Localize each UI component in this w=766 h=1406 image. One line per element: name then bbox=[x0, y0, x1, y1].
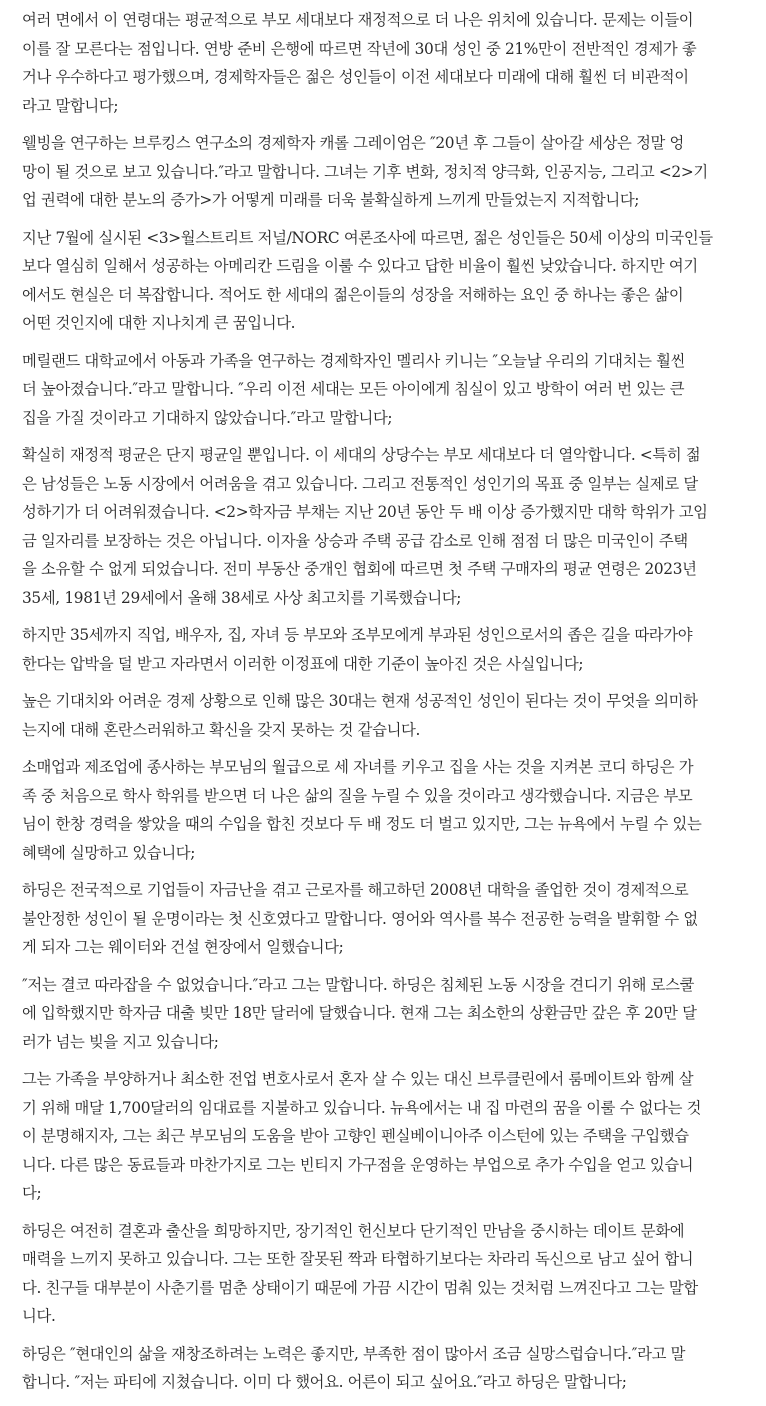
paragraph-line: 불안정한 성인이 될 운명이라는 첫 신호였다고 말합니다. 영어와 역사를 복수 전공한 능력을 발휘할 수 없 bbox=[22, 909, 698, 928]
paragraph-line: 하딩은 여전히 결혼과 출산을 희망하지만, 장기적인 헌신보다 단기적인 만남을 중시하는 데이트 문화에 bbox=[22, 1221, 685, 1240]
paragraph-line: 더 높아졌습니다.″라고 말합니다. ″우리 이전 세대는 모든 아이에게 침실이 있고 방학이 여러 번 있는 큰 bbox=[22, 380, 685, 398]
paragraph-line: 어떤 것인지에 대한 지나치게 큰 꿈입니다. bbox=[22, 314, 296, 332]
paragraph-line: 이를 잘 모른다는 점입니다. 연방 준비 은행에 따르면 작년에 30대 성인 중 21%만이 전반적인 경제가 좋 bbox=[22, 39, 697, 58]
paragraph-line: 매력을 느끼지 못하고 있습니다. 그는 또한 잘못된 짝과 타협하기보다는 차라리 독신으로 남고 싶어 합니 bbox=[22, 1250, 694, 1268]
paragraph-line: 족 중 처음으로 학사 학위를 받으면 더 나은 삶의 질을 누릴 수 있을 것이라고 생각했습니다. 지금은 부모 bbox=[22, 786, 693, 805]
paragraph-line: 은 남성들은 노동 시장에서 어려움을 겪고 있습니다. 그리고 전통적인 성인기의 목표 중 일부는 실제로 달 bbox=[22, 474, 698, 493]
paragraph-line: 에 입학했지만 학자금 대출 빚만 18만 달러에 달했습니다. 현재 그는 최소한의 상환금만 갚은 후 20만 달 bbox=[22, 1004, 697, 1022]
article-paragraph bbox=[22, 224, 752, 338]
paragraph-line: 확실히 재정적 평균은 단지 평균일 뿐입니다. 이 세대의 상당수는 부모 세대보다 더 열악합니다. <특히 젊 bbox=[22, 446, 701, 464]
paragraph-line: 업 권력에 대한 분노의 증가>가 어떻게 미래를 더욱 불확실하게 느끼게 만들었는지 지적합니다; bbox=[22, 191, 640, 209]
paragraph-line: 기 위해 매달 1,700달러의 임대료를 지불하고 있습니다. 뉴욕에서는 내 집 마련의 꿈을 이룰 수 없다는 것 bbox=[22, 1098, 702, 1117]
article-paragraph bbox=[22, 1217, 752, 1331]
paragraph-line: 이 분명해지자, 그는 최근 부모님의 도움을 받아 고향인 펜실베이니아주 이스턴에 있는 주택을 구입했습 bbox=[22, 1127, 689, 1145]
paragraph-line: 한다는 압박을 덜 받고 자라면서 이러한 이정표에 대한 기준이 높아진 것은 사실입니다; bbox=[22, 654, 584, 673]
paragraph-line: 님이 한창 경력을 쌓았을 때의 수입을 합친 것보다 두 배 정도 더 벌고 있지만, 그는 뉴욕에서 누릴 수 있는 bbox=[22, 815, 702, 833]
paragraph-line: 금 일자리를 보장하는 것은 아닙니다. 이자율 상승과 주택 공급 감소로 인해 점점 더 많은 미국인이 주택 bbox=[22, 531, 688, 550]
article-paragraph bbox=[22, 687, 752, 744]
article-paragraph bbox=[22, 753, 752, 867]
paragraph-line: 혜택에 실망하고 있습니다; bbox=[22, 843, 196, 862]
article-paragraph bbox=[22, 876, 752, 962]
paragraph-line: 게 되자 그는 웨이터와 건설 현장에서 일했습니다; bbox=[22, 938, 344, 956]
paragraph-line: 거나 우수하다고 평가했으며, 경제학자들은 젊은 성인들이 이전 세대보다 미래에 대해 훨씬 더 비관적이 bbox=[22, 68, 689, 86]
paragraph-line: 하딩은 ″현대인의 삶을 재창조하려는 노력은 좋지만, 부족한 점이 많아서 조금 실망스럽습니다.″라고 말 bbox=[22, 1344, 686, 1363]
article-paragraph bbox=[22, 1340, 752, 1397]
article-paragraph bbox=[22, 621, 752, 678]
paragraph-line: 합니다. ″저는 파티에 지쳤습니다. 이미 다 했어요. 어른이 되고 싶어요.″라고 하딩은 말합니다; bbox=[22, 1373, 627, 1391]
paragraph-line: 하딩은 전국적으로 기업들이 자금난을 겪고 근로자를 해고하던 2008년 대학을 졸업한 것이 경제적으로 bbox=[22, 881, 689, 899]
paragraph-line: 에서도 현실은 더 복잡합니다. 적어도 한 세대의 젊은이들의 성장을 저해하는 요인 중 하나는 좋은 삶이 bbox=[22, 285, 684, 304]
paragraph-line: 을 소유할 수 없게 되었습니다. 전미 부동산 중개인 협회에 따르면 첫 주택 구매자의 평균 연령은 2023년 bbox=[22, 560, 697, 578]
article-paragraph bbox=[22, 129, 752, 215]
article-paragraph bbox=[22, 971, 752, 1057]
paragraph-line: 라고 말합니다; bbox=[22, 96, 119, 115]
article-paragraph bbox=[22, 1065, 752, 1208]
paragraph-line: 하지만 35세까지 직업, 배우자, 집, 자녀 등 부모와 조부모에게 부과된 성인으로서의 좁은 길을 따라가야 bbox=[22, 626, 693, 644]
paragraph-line: 여러 면에서 이 연령대는 평균적으로 부모 세대보다 재정적으로 더 나은 위치에 있습니다. 문제는 이들이 bbox=[22, 11, 694, 29]
paragraph-line: 보다 열심히 일해서 성공하는 아메리칸 드림을 이룰 수 있다고 답한 비율이 훨씬 낮았습니다. 하지만 여기 bbox=[22, 257, 698, 275]
article-paragraph bbox=[22, 441, 752, 612]
paragraph-line: 높은 기대치와 어려운 경제 상황으로 인해 많은 30대는 현재 성공적인 성인이 된다는 것이 무엇을 의미하 bbox=[22, 692, 698, 710]
paragraph-line: 집을 가질 것이라고 기대하지 않았습니다.″라고 말합니다; bbox=[22, 408, 393, 427]
article-paragraph bbox=[22, 347, 752, 433]
paragraph-line: 다. 친구들 대부분이 사춘기를 멈춘 상태이기 때문에 가끔 시간이 멈춰 있는 것처럼 느껴진다고 그는 말합 bbox=[22, 1278, 698, 1297]
paragraph-line: 지난 7월에 실시된 <3>월스트리트 저널/NORC 여론조사에 따르면, 젊은 성인들은 50세 이상의 미국인들 bbox=[22, 228, 713, 247]
paragraph-line: 소매업과 제조업에 종사하는 부모님의 월급으로 세 자녀를 키우고 집을 사는 것을 지켜본 코디 하딩은 가 bbox=[22, 758, 694, 776]
paragraph-line: 35세, 1981년 29세에서 올해 38세로 사상 최고치를 기록했습니다; bbox=[22, 588, 462, 607]
paragraph-line: 러가 넘는 빚을 지고 있습니다; bbox=[22, 1032, 219, 1051]
paragraph-line: 그는 가족을 부양하거나 최소한 전업 변호사로서 혼자 살 수 있는 대신 브루클린에서 룸메이트와 함께 살 bbox=[22, 1070, 694, 1088]
paragraph-line: ″저는 결코 따라잡을 수 없었습니다.″라고 그는 말합니다. 하딩은 침체된 노동 시장을 견디기 위해 로스쿨 bbox=[22, 975, 695, 994]
paragraph-line: 는지에 대해 혼란스러워하고 확신을 갖지 못하는 것 같습니다. bbox=[22, 720, 421, 739]
paragraph-line: 성하기가 더 어려워졌습니다. <2>학자금 부채는 지난 20년 동안 두 배 이상 증가했지만 대학 학위가 고임 bbox=[22, 503, 708, 521]
article-paragraph bbox=[22, 6, 752, 120]
paragraph-line: 메릴랜드 대학교에서 아동과 가족을 연구하는 경제학자인 멜리사 키니는 ″오늘날 우리의 기대치는 훨씬 bbox=[22, 351, 686, 370]
article-body bbox=[22, 6, 752, 1406]
paragraph-line: 망이 될 것으로 보고 있습니다.″라고 말합니다. 그녀는 기후 변화, 정치적 양극화, 인공지능, 그리고 <2>기 bbox=[22, 162, 708, 181]
paragraph-line: 니다. 다른 많은 동료들과 마찬가지로 그는 빈티지 가구점을 운영하는 부업으로 추가 수입을 얻고 있습니 bbox=[22, 1155, 694, 1174]
paragraph-line: 웰빙을 연구하는 브루킹스 연구소의 경제학자 캐롤 그레이엄은 ″20년 후 그들이 살아갈 세상은 정말 엉 bbox=[22, 134, 685, 152]
paragraph-line: 다; bbox=[22, 1184, 42, 1202]
paragraph-line: 니다. bbox=[22, 1307, 56, 1325]
